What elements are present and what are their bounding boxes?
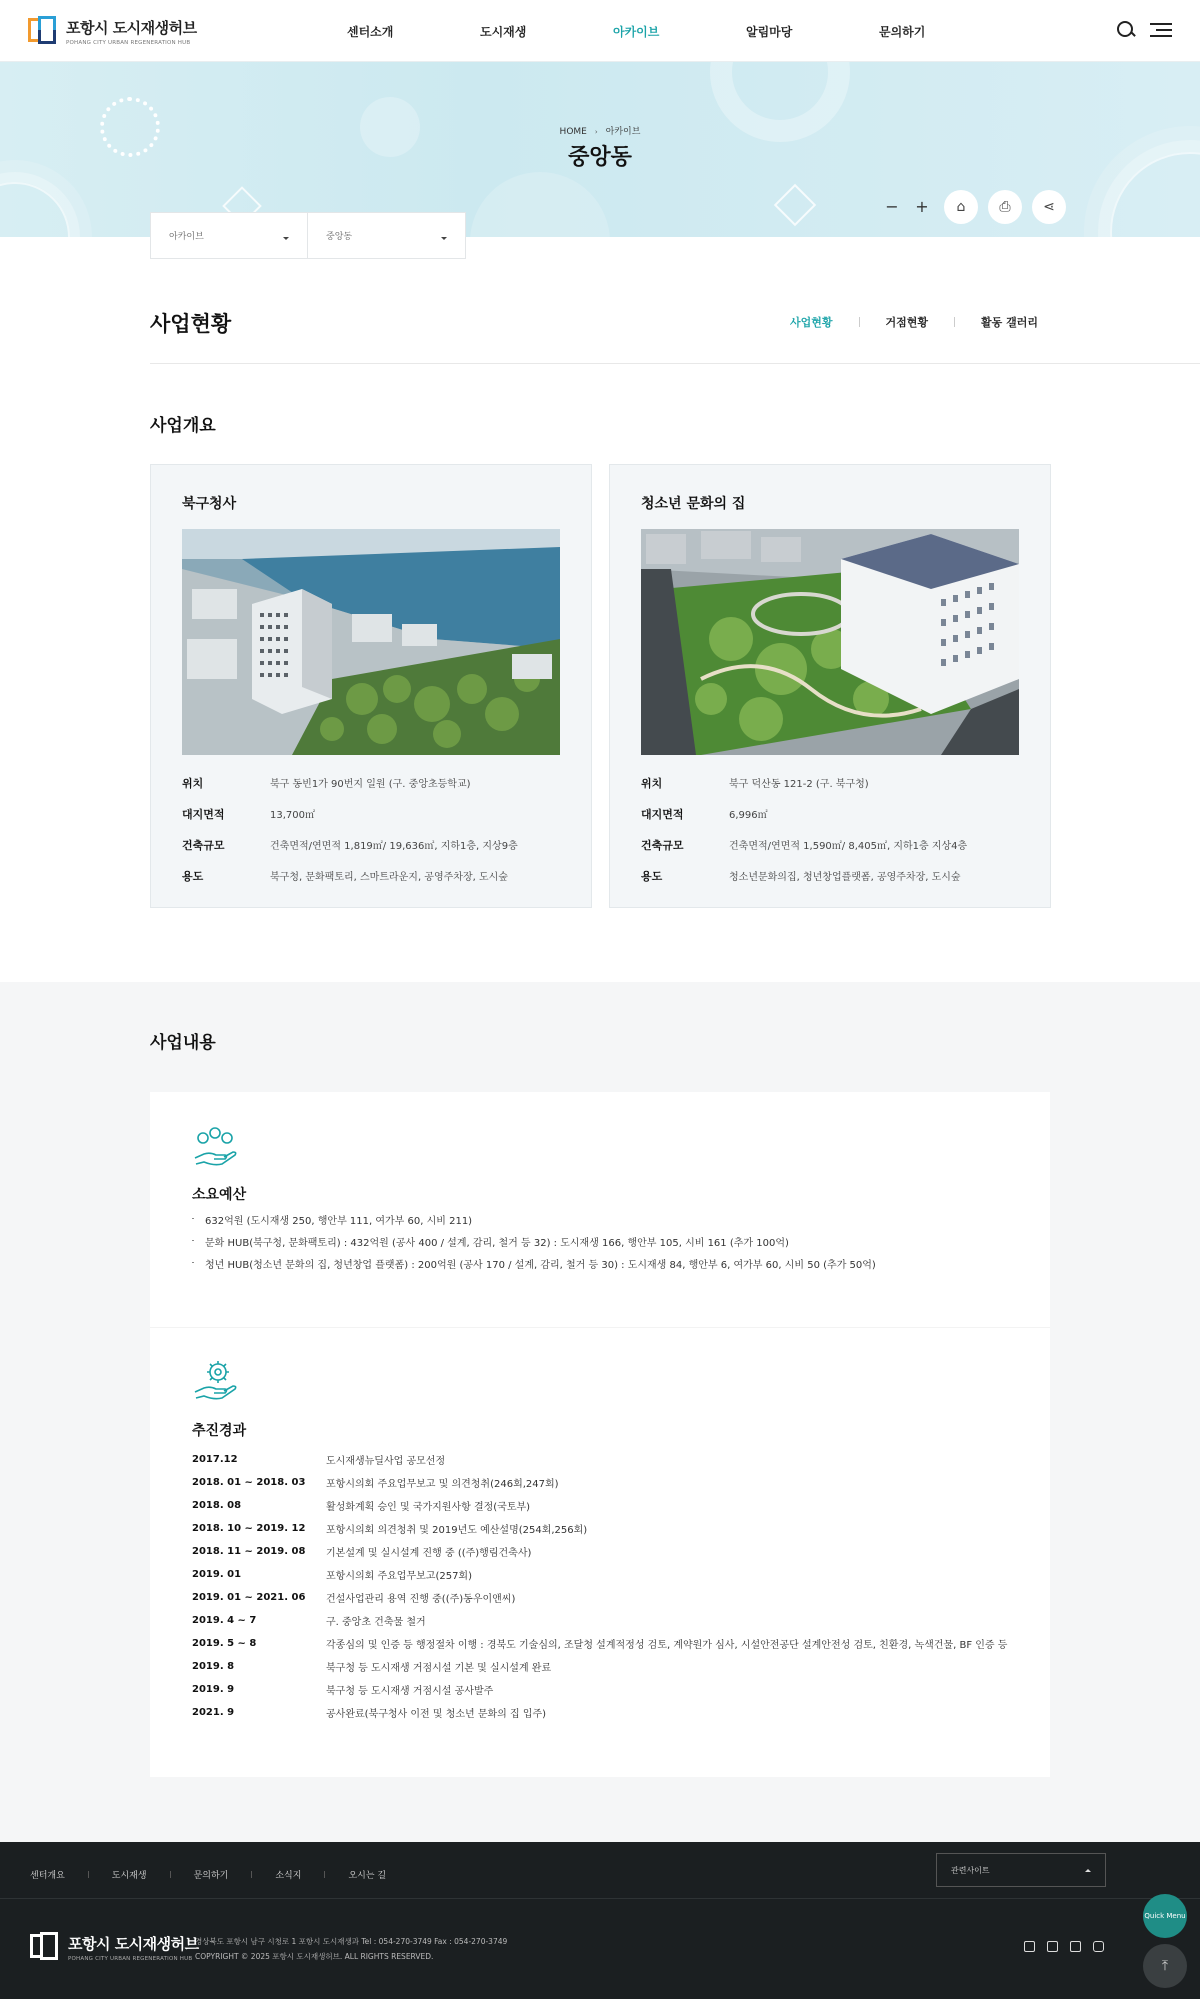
sns-links (1024, 1941, 1104, 1952)
page-tools (880, 190, 1066, 224)
info-key: 위치 (641, 776, 663, 790)
timeline-row (192, 1471, 1007, 1494)
section-header (150, 300, 1050, 364)
timeline-row (192, 1494, 1007, 1517)
budget-list (192, 1212, 876, 1278)
timeline-text: 북구청 등 도시재생 거점시설 공사발주 (326, 1686, 494, 1697)
location-selects (150, 212, 466, 259)
budget-hand-coins-icon (192, 1124, 238, 1170)
project-card-title: 북구청사 (182, 496, 237, 512)
timeline-text: 포항시의회 주요업무보고(257회) (326, 1571, 472, 1582)
scroll-top-button[interactable]: ⤒ (1143, 1944, 1187, 1988)
footer-link-regeneration[interactable]: 도시재생 (111, 1871, 147, 1881)
timeline-date: 2019. 4 ~ 7 (192, 1615, 257, 1626)
timeline-date: 2019. 01 ~ 2021. 06 (192, 1592, 306, 1603)
tab-divider (954, 317, 955, 327)
breadcrumb (0, 124, 1200, 137)
depth2-select[interactable] (308, 213, 465, 258)
project-card-title: 청소년 문화의 집 (641, 496, 746, 512)
progress-timeline (192, 1448, 1007, 1724)
timeline-date: 2021. 9 (192, 1707, 235, 1718)
budget-block (150, 1092, 1050, 1328)
depth1-select[interactable] (151, 213, 308, 258)
timeline-text: 포항시의회 의견청취 및 2019년도 예산설명(254회,256회) (326, 1525, 588, 1536)
list-item: 청년 HUB(청소년 문화의 집, 청년창업 플랫폼) : 200억원 (공사 170 / 설계, 감리, 철거 등 30) : 도시재생 84, 행안부 6, 여가부 60, 시비 50 (추가 50억) (192, 1256, 876, 1278)
timeline-text: 구. 중앙초 건축물 철거 (326, 1617, 426, 1628)
section-divider (150, 363, 1200, 364)
link-divider (324, 1871, 325, 1878)
timeline-row (192, 1563, 1007, 1586)
project-info (182, 767, 560, 891)
timeline-text: 공사완료(북구청사 이전 및 청소년 문화의 집 입주) (326, 1709, 547, 1720)
section-title: 사업현황 (150, 312, 232, 336)
home-icon[interactable]: ⌂ (944, 190, 978, 224)
timeline-date: 2018. 08 (192, 1500, 242, 1511)
project-card (609, 464, 1051, 908)
timeline-text: 건설사업관리 용역 진행 중((주)동우이앤씨) (326, 1594, 516, 1605)
info-value: 북구청, 문화팩토리, 스마트라운지, 공영주차장, 도시숲 (270, 872, 508, 883)
caret-down-icon (283, 237, 289, 240)
tab-business-status[interactable]: 사업현황 (790, 316, 833, 329)
site-logo[interactable] (28, 16, 197, 46)
timeline-date: 2019. 8 (192, 1661, 235, 1672)
nav-urban-regeneration[interactable]: 도시재생 (480, 24, 527, 39)
info-key: 건축규모 (641, 838, 684, 852)
info-key: 위치 (182, 776, 204, 790)
timeline-date: 2017.12 (192, 1454, 238, 1465)
chevron-right-icon: › (594, 128, 598, 136)
content-box (150, 1092, 1050, 1777)
footer-address-block (195, 1934, 507, 1964)
breadcrumb-home[interactable]: HOME (559, 127, 587, 137)
info-key: 대지면적 (641, 807, 684, 821)
zoom-out-button[interactable]: − (885, 197, 899, 216)
tab-divider (859, 317, 860, 327)
budget-title: 소요예산 (192, 1187, 247, 1203)
footer-logo-subtitle: POHANG CITY URBAN REGENERATION HUB (68, 1955, 193, 1962)
diamond-decoration (774, 184, 816, 226)
nav-notice[interactable]: 알림마당 (746, 24, 793, 39)
search-icon[interactable] (1116, 20, 1136, 40)
ring-decoration (0, 182, 70, 237)
nav-archive[interactable]: 아카이브 (613, 24, 660, 39)
zoom-in-button[interactable]: + (915, 197, 929, 216)
info-key: 대지면적 (182, 807, 225, 821)
timeline-date: 2019. 01 (192, 1569, 242, 1580)
timeline-row (192, 1448, 1007, 1471)
info-value: 북구 동빈1가 90번지 일원 (구. 중앙초등학교) (270, 779, 471, 790)
timeline-row (192, 1517, 1007, 1540)
building-rendering-image (182, 529, 560, 755)
project-card (150, 464, 592, 908)
family-site-label: 관련사이트 (951, 1865, 990, 1875)
site-footer (0, 1842, 1200, 1999)
timeline-text: 북구청 등 도시재생 거점시설 기본 및 실시설계 완료 (326, 1663, 552, 1674)
nav-inquiry[interactable]: 문의하기 (879, 24, 926, 39)
footer-logo (30, 1932, 199, 1962)
timeline-text: 활성화계획 승인 및 국가지원사항 결정(국토부) (326, 1502, 531, 1513)
timeline-row (192, 1586, 1007, 1609)
list-item: 문화 HUB(북구청, 문화팩토리) : 432억원 (공사 400 / 설계, 감리, 철거 등 32) : 도시재생 166, 행안부 105, 시비 161 (추가 100억) (192, 1234, 876, 1256)
timeline-text: 포항시의회 주요업무보고 및 의견청취(246회,247회) (326, 1479, 559, 1490)
footer-links (30, 1868, 386, 1881)
timeline-text: 기본설계 및 실시설계 진행 중 ((주)행림건축사) (326, 1548, 532, 1559)
footer-logo-title: 포항시 도시재생허브 (68, 1934, 199, 1953)
timeline-text: 각종심의 및 인증 등 행정절차 이행 : 경북도 기술심의, 조달청 설계적정성 검토, 계약원가 심사, 시설안전공단 설계안전성 검토, 친환경, 녹색건물, BF 인증 등 (326, 1640, 1008, 1651)
info-value: 건축면적/연면적 1,819㎡/ 19,636㎡, 지하1층, 지상9층 (270, 841, 518, 852)
overview-title: 사업개요 (150, 416, 216, 436)
logo-mark-icon (30, 1932, 60, 1962)
footer-link-center[interactable]: 센터개요 (30, 1871, 65, 1881)
logo-mark-icon (28, 16, 58, 46)
family-site-select[interactable] (936, 1853, 1106, 1887)
progress-hand-gear-icon (192, 1358, 238, 1404)
quick-menu-button[interactable]: Quick Menu (1143, 1894, 1187, 1938)
info-value: 6,996㎡ (729, 810, 768, 821)
footer-divider (0, 1898, 1200, 1899)
print-icon[interactable]: ⎙ (988, 190, 1022, 224)
hamburger-menu-icon[interactable] (1150, 21, 1172, 39)
info-value: 북구 덕산동 121-2 (구. 북구청) (729, 779, 869, 790)
info-key: 용도 (182, 869, 204, 883)
link-divider (170, 1871, 171, 1878)
footer-copyright: COPYRIGHT © 2025 포항시 도시재생허브. ALL RIGHTS RESERVED. (195, 1952, 434, 1961)
info-value: 13,700㎡ (270, 810, 315, 821)
depth1-select-value: 아카이브 (169, 232, 204, 242)
facebook-icon[interactable] (1070, 1941, 1081, 1952)
content-title: 사업내용 (150, 1033, 216, 1053)
timeline-text: 도시재생뉴딜사업 공모선정 (326, 1456, 446, 1467)
project-info (641, 767, 1019, 891)
timeline-row (192, 1655, 1007, 1678)
building-rendering-image (641, 529, 1019, 755)
instagram-icon[interactable] (1093, 1941, 1104, 1952)
progress-title: 추진경과 (192, 1423, 247, 1439)
timeline-date: 2019. 5 ~ 8 (192, 1638, 257, 1649)
link-divider (88, 1871, 89, 1878)
page-title: 중앙동 (568, 145, 632, 170)
timeline-date: 2018. 10 ~ 2019. 12 (192, 1523, 306, 1534)
caret-up-icon (1085, 1869, 1091, 1872)
list-item: 632억원 (도시재생 250, 행안부 111, 여가부 60, 시비 211) (192, 1212, 876, 1234)
caret-down-icon (441, 237, 447, 240)
share-icon[interactable]: ⋖ (1032, 190, 1066, 224)
timeline-row (192, 1632, 1007, 1655)
info-value: 청소년문화의집, 청년창업플랫폼, 공영주차장, 도시숲 (729, 872, 961, 883)
timeline-date: 2019. 9 (192, 1684, 235, 1695)
nav-center-intro[interactable]: 센터소개 (347, 24, 394, 39)
youtube-icon[interactable] (1024, 1941, 1035, 1952)
logo-subtitle: POHANG CITY URBAN REGENERATION HUB (66, 39, 191, 46)
depth2-select-value: 중앙동 (326, 232, 353, 242)
tab-activity-gallery[interactable]: 활동 갤러리 (981, 316, 1038, 329)
circle-decoration (470, 172, 610, 237)
timeline-row (192, 1678, 1007, 1701)
timeline-date: 2018. 01 ~ 2018. 03 (192, 1477, 306, 1488)
footer-link-newsletter[interactable]: 소식지 (275, 1871, 302, 1881)
info-key: 건축규모 (182, 838, 225, 852)
link-divider (251, 1871, 252, 1878)
sub-tabs (790, 314, 1038, 330)
info-key: 용도 (641, 869, 663, 883)
timeline-row (192, 1540, 1007, 1563)
logo-title: 포항시 도시재생허브 (66, 18, 197, 37)
timeline-row (192, 1701, 1007, 1724)
timeline-row (192, 1609, 1007, 1632)
blog-icon[interactable] (1047, 1941, 1058, 1952)
breadcrumb-current[interactable]: 아카이브 (605, 127, 641, 137)
site-header (0, 0, 1200, 62)
footer-link-directions[interactable]: 오시는 길 (348, 1871, 387, 1881)
tab-hub-status[interactable]: 거점현황 (885, 316, 929, 329)
info-value: 건축면적/연면적 1,590㎡/ 8,405㎡, 지하1층 지상4층 (729, 841, 968, 852)
timeline-date: 2018. 11 ~ 2019. 08 (192, 1546, 306, 1557)
footer-address: 경상북도 포항시 남구 시청로 1 포항시 도시재생과 Tel : 054-270-3749 Fax : 054-270-3749 (195, 1937, 508, 1946)
main-nav (347, 0, 1012, 62)
footer-link-inquiry[interactable]: 문의하기 (193, 1871, 229, 1881)
